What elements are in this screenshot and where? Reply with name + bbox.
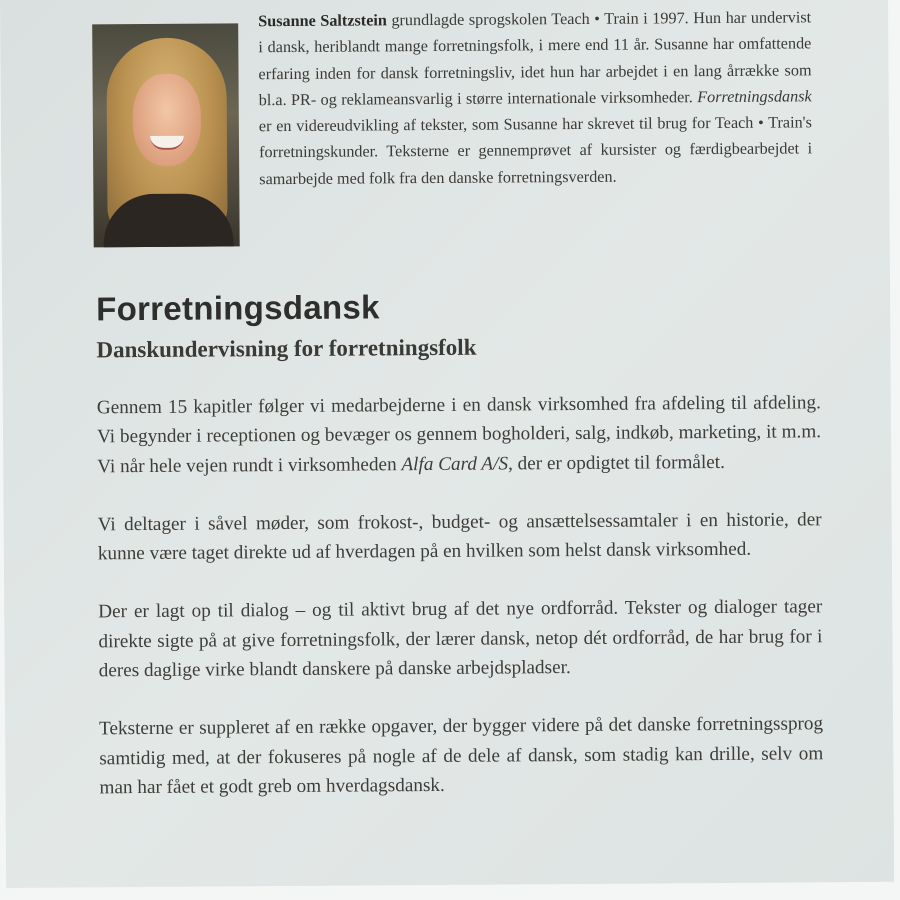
paragraph-1 [97,388,822,481]
paragraph-1-text-a: Gennem 15 kapitler følger vi medarbejderne i en dansk virksomhed fra afdeling til afdeling. Vi begynder i receptionen og bevæger os gennem bogholderi, salg, indkøb, marketing, it m.m. Vi når hele vejen rundt i virksomheden [96,392,822,477]
company-name: Alfa Card A/S [401,453,509,475]
author-name: Susanne Saltzstein [258,11,387,31]
description [97,388,824,831]
book-subtitle: Danskundervisning for forretningsfolk [96,334,477,363]
paragraph-1-text-b: , der er opdigtet til formålet. [507,451,725,475]
bio-text-2: er en videreudvikling af tekster, som Susanne har skrevet til brug for Teach • Train's forretningskunder. Teksterne er gennemprøvet af kursister og færdigbearbejdet i samarbejde med folk fra den danske forretningsverden. [258,113,813,188]
paragraph-3: Der er lagt op til dialog – og til aktivt brug af det nye ordforråd. Tekster og dialoger tager direkte sigte på at give forretningsfolk, der lærer dansk, netop dét ordforråd, de har brug for i deres daglige virke blandt danskere på danske arbejdspladser. [98,596,823,682]
paragraph-4: Teksterne er suppleret af en række opgaver, der bygger videre på det danske forretningssprog samtidig med, at der fokuseres på nogle af de dele af dansk, som stadig kan drille, selv om man har fået et godt greb om hverdagsdansk. [99,713,824,799]
author-bio [258,4,812,192]
author-photo [92,23,240,247]
bio-text-1: grundlagde sprogskolen Teach • Train i 1997. Hun har undervist i dansk, heriblandt mange forretningsfolk, i mere end 11 år. Susanne har omfattende erfaring inden for dansk forretningsliv, idet hun har arbejdet i en lang årrække som bl.a. PR- og reklameansvarlig i større internationale virksomheder. [258,8,812,110]
photo-face [133,74,202,166]
paragraph-2: Vi deltager i såvel møder, som frokost-, budget- og ansættelsessamtaler i en historie, der kunne være taget direkte ud af hverdagen på en hvilken som helst dansk virksomhed. [97,509,822,565]
book-title: Forretningsdansk [96,288,380,328]
bio-book-title: Forretningsdansk [697,87,812,107]
